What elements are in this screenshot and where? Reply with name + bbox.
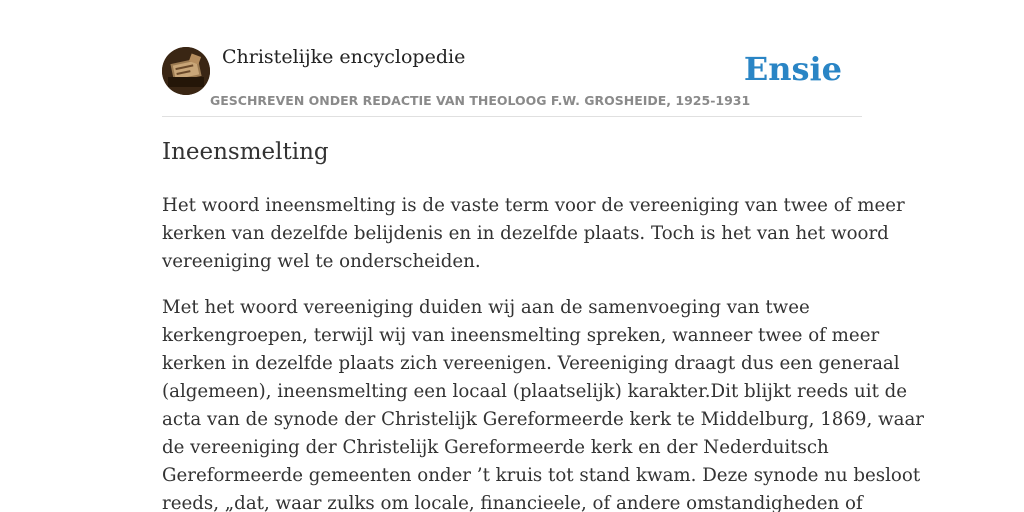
text-line: (algemeen), ineensmelting een locaal (plaatselijk) karakter.Dit blijkt reeds uit de: [162, 381, 908, 402]
text-line: Gereformeerde gemeenten onder ’t kruis tot stand kwam. Deze synode nu besloot: [162, 465, 921, 486]
text-line: reeds, „dat, waar zulks om locale, financieele, of andere omstandigheden of: [162, 493, 863, 512]
text-line: de vereeniging der Christelijk Gereformeerde kerk en der Nederduitsch: [162, 437, 829, 458]
text-line: kerken van dezelfde belijdenis en in dezelfde plaats. Toch is het van het woord: [162, 223, 889, 244]
publication-title[interactable]: Christelijke encyclopedie: [222, 46, 466, 68]
text-line: Het woord ineensmelting is de vaste term voor de vereeniging van twee of meer: [162, 195, 905, 216]
text-line: vereeniging wel te onderscheiden.: [162, 251, 481, 272]
paragraph-2: [162, 294, 924, 512]
publication-header: [162, 44, 862, 117]
publication-avatar[interactable]: [162, 47, 210, 95]
book-photo-icon: [162, 47, 210, 95]
paragraph-1: [162, 192, 905, 276]
ensie-logo[interactable]: Ensie: [743, 50, 842, 88]
publication-subtitle: GESCHREVEN ONDER REDACTIE VAN THEOLOOG F.W. GROSHEIDE, 1925-1931: [210, 93, 751, 108]
article-title: Ineensmelting: [162, 139, 329, 165]
text-line: Met het woord vereeniging duiden wij aan de samenvoeging van twee: [162, 297, 810, 318]
text-line: kerkengroepen, terwijl wij van ineensmelting spreken, wanneer twee of meer: [162, 325, 880, 346]
text-line: acta van de synode der Christelijk Gereformeerde kerk te Middelburg, 1869, waar: [162, 409, 924, 430]
article-body: [162, 192, 924, 512]
text-line: kerken in dezelfde plaats zich vereenigen. Vereeniging draagt dus een generaal: [162, 353, 900, 374]
